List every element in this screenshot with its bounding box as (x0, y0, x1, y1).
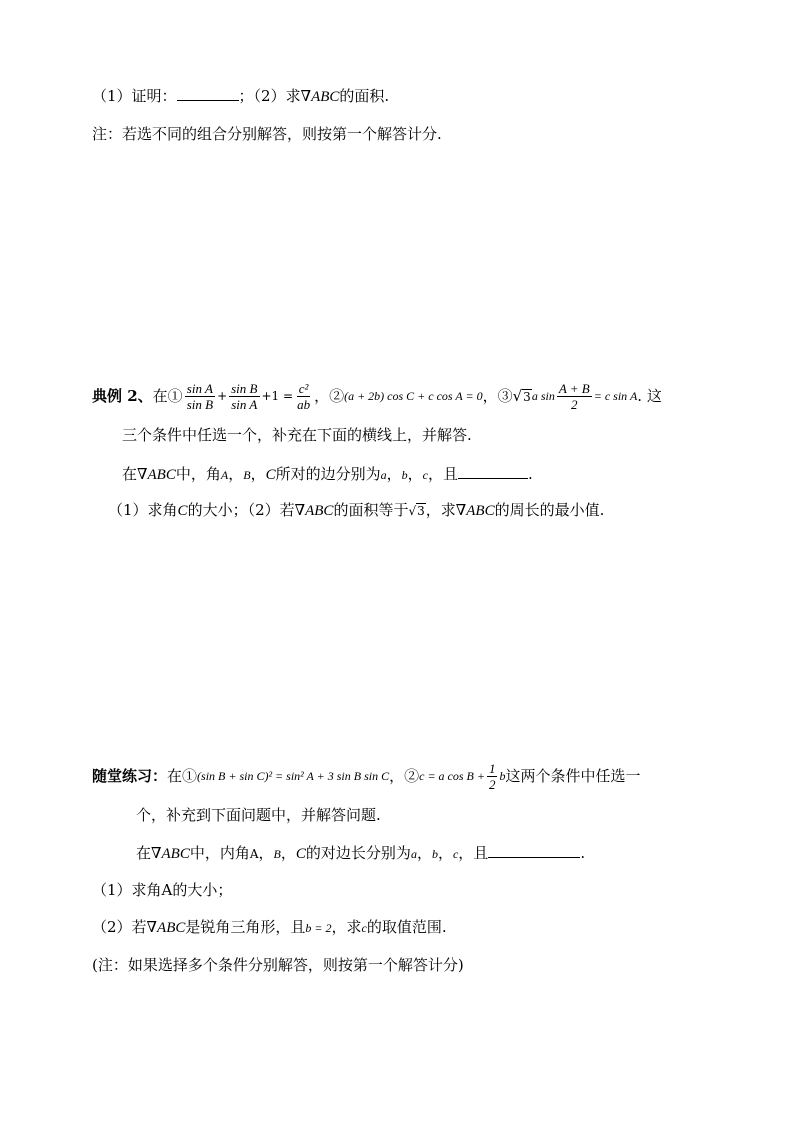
example2-label: 典例 2、 (92, 387, 153, 405)
practice-line1-tail: 这两个条件中任选一 (505, 767, 641, 785)
sqrt-symbol: √3 (408, 504, 425, 518)
area-question-prefix: ；（2）求 (238, 87, 301, 105)
sqrt-symbol: √3 (512, 386, 531, 405)
plus-one-equals: +1 = (261, 389, 294, 403)
condition-3-part-b: = c sin A (593, 389, 638, 403)
top-note: 注：若选不同的组合分别解答，则按第一个解答计分. (92, 125, 442, 143)
practice-label: 随堂练习： (92, 767, 168, 785)
practice-question-1: （1）求角A的大小； (92, 881, 233, 899)
separator-3: ，③ (482, 387, 513, 405)
fraction-sinA-sinB: $\frac{\text{sin A}}{\text{sin B}}$ (186, 380, 214, 412)
triangle-name: ABC (311, 89, 340, 105)
example2-questions: （1）求角C的大小；（2）若∇ABC的面积等于√3，求∇ABC的周长的最小值. (108, 501, 605, 519)
fraction-c2-ab: $\frac{\text{c²}}{ab}$ (297, 380, 311, 412)
top-line-1 (92, 86, 389, 107)
triangle-name: ABC (157, 920, 186, 936)
triangle-name: ABC (147, 467, 176, 483)
area-question-suffix: 的面积. (339, 87, 390, 105)
practice-condition-1: (sin B + sin C)² = sin² A + 3 sin B sin C (197, 769, 390, 783)
triangle-symbol: ∇ (294, 501, 306, 519)
condition-blank (488, 843, 580, 858)
triangle-symbol: ∇ (455, 501, 467, 519)
example2-line1-tail: . 这 (637, 387, 662, 405)
triangle-symbol: ∇ (300, 87, 312, 105)
practice-intro: 在① (167, 767, 198, 785)
practice-line-3: 在∇ABC中，内角A，B，C的对边长分别为a，b，c，且 . (136, 844, 586, 862)
example2-line-1 (92, 376, 662, 416)
proof-blank (177, 86, 239, 101)
condition-blank (458, 464, 528, 479)
triangle-symbol: ∇ (137, 465, 148, 483)
practice-condition-2-part-b: b (499, 769, 506, 783)
triangle-symbol: ∇ (151, 844, 162, 862)
triangle-name: ABC (466, 503, 495, 519)
practice-line-1 (92, 756, 641, 796)
triangle-symbol: ∇ (146, 918, 158, 936)
practice-line-2: 个，补充到下面问题中，并解答问题. (136, 806, 381, 824)
condition-2-formula: (a + 2b) cos C + c cos A = 0 (344, 389, 483, 403)
practice-note: (注：如果选择多个条件分别解答，则按第一个解答计分) (92, 956, 464, 974)
fraction-A-plus-B-over-2: $\frac{A + B}{2}$ (558, 380, 590, 412)
practice-condition-2-part-a: c = a cos B + (419, 769, 485, 783)
proof-label: （1）证明： (92, 87, 177, 105)
condition-3-part-a: a sin (531, 389, 555, 403)
triangle-name: ABC (161, 846, 190, 862)
separator-2: ，② (314, 387, 345, 405)
example2-line-3: 在∇ABC中，角A，B，C所对的边分别为a，b，c，且 . (122, 465, 533, 483)
example2-intro: 在① (152, 387, 183, 405)
practice-question-2: （2）若∇ABC是锐角三角形，且b = 2，求c的取值范围. (92, 918, 447, 936)
fraction-one-half: $\frac{1}{2}$ (488, 760, 496, 792)
triangle-name: ABC (305, 503, 334, 519)
separator-2: ，② (389, 767, 420, 785)
fraction-sinB-sinA: $\frac{\text{sin B}}{\text{sin A}}$ (231, 380, 258, 412)
example2-line-2: 三个条件中任选一个，补充在下面的横线上，并解答. (122, 426, 472, 444)
plus-sign: + (217, 389, 228, 403)
